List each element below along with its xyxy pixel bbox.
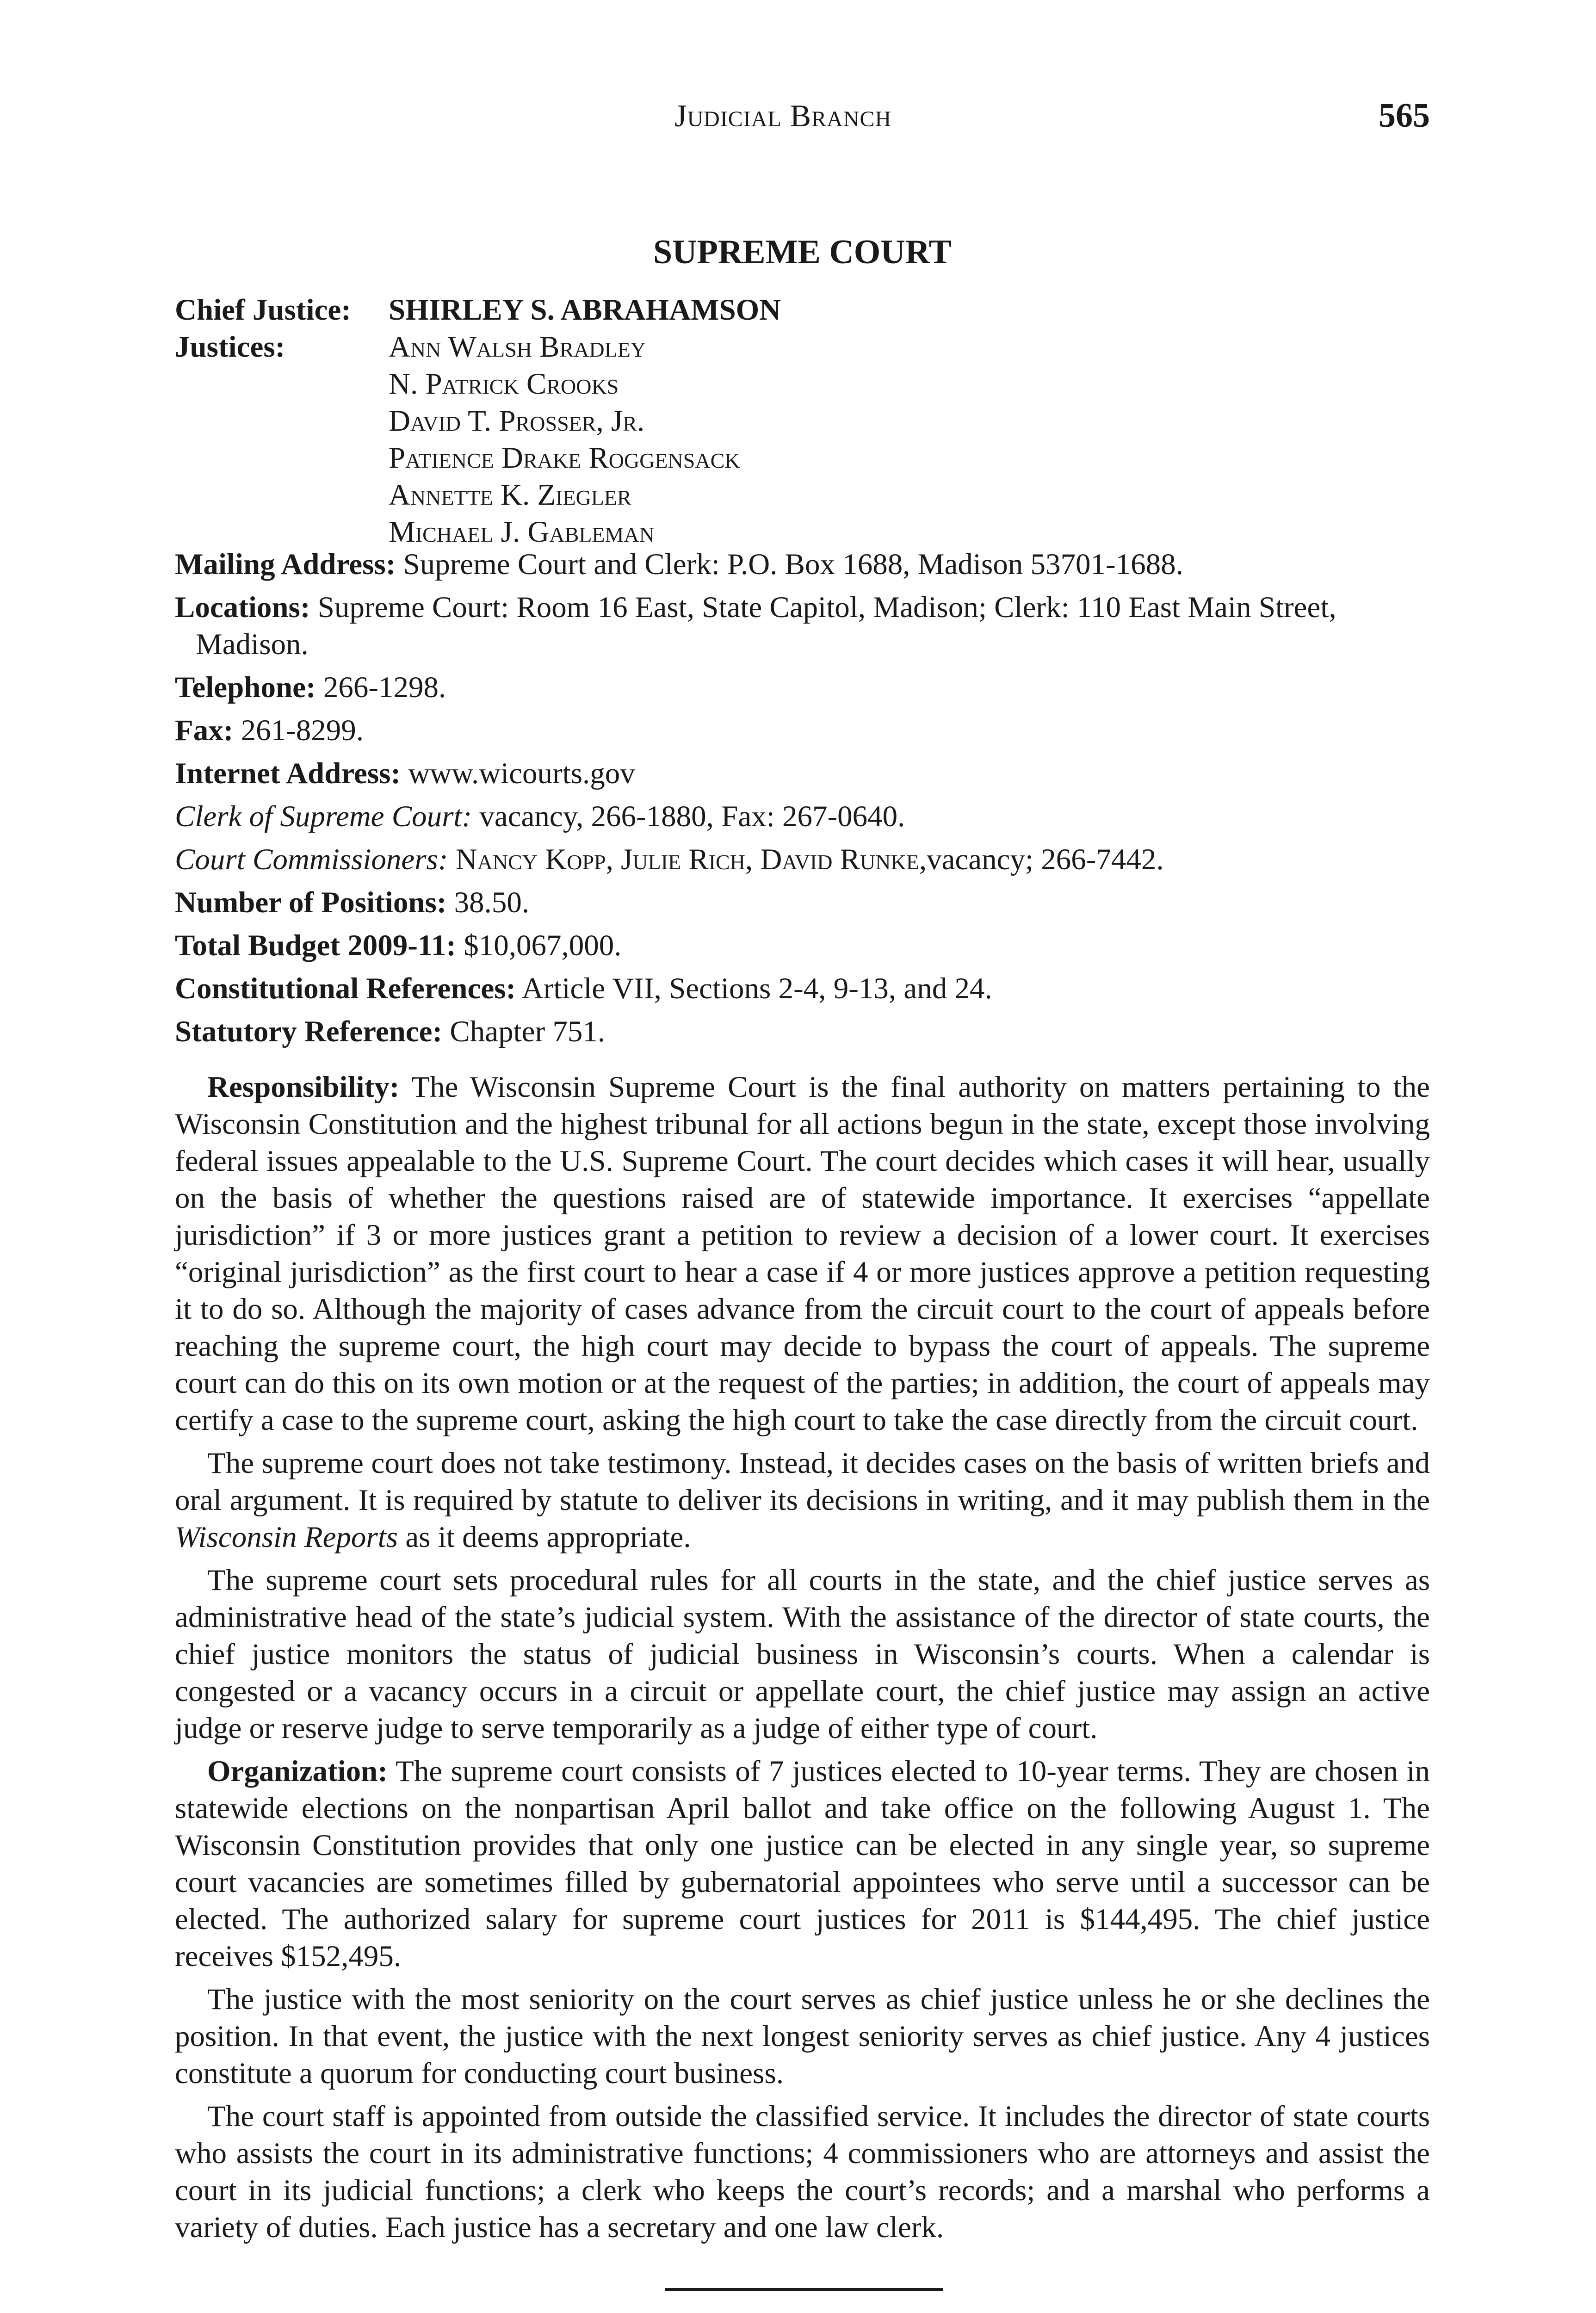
commissioners-names: Nancy Kopp, Julie Rich, David Runke, <box>455 843 927 876</box>
responsibility-label: Responsibility: <box>207 1070 400 1104</box>
court-commissioners <box>175 841 1430 878</box>
mailing-address-label: Mailing Address: <box>175 548 396 581</box>
total-budget <box>175 927 1430 964</box>
seniority-paragraph: The justice with the most seniority on the court serves as chief justice unless he or she declines the position. In that event, the justice with the next longest seniority serves as chief justice. Any 4 justices constitute a quorum for conducting court business. <box>175 1983 1430 2090</box>
reports-title: Wisconsin Reports <box>175 1521 398 1554</box>
testimony-paragraph <box>175 1445 1430 1556</box>
telephone-label: Telephone: <box>175 671 316 704</box>
organization-paragraph <box>175 1753 1430 1975</box>
chief-justice-row <box>175 291 1430 328</box>
section-title: Judicial Branch <box>674 98 892 133</box>
justice-name: Ann Walsh Bradley <box>389 330 646 364</box>
justice-row <box>175 328 1430 365</box>
internet-address <box>175 755 1430 792</box>
positions-label: Number of Positions: <box>175 886 447 919</box>
clerk <box>175 798 1430 835</box>
page-number: 565 <box>1379 97 1430 135</box>
rules-paragraph: The supreme court sets procedural rules for all courts in the state, and the chief justice serves as administrative head of the state’s judicial system. With the assistance of the director of state courts, the chief justice monitors the status of judicial business in Wisconsin’s courts. When a calendar is congested or a vacancy occurs in a circuit or appellate court, the chief justice may assign an active judge or reserve judge to serve temporarily as a judge of either type of court. <box>175 1564 1430 1745</box>
organization-label: Organization: <box>207 1755 388 1788</box>
justice-row <box>175 476 1430 513</box>
statutory-value: Chapter 751. <box>442 1015 606 1048</box>
internet-address-value: www.wicourts.gov <box>401 757 635 790</box>
justice-name: Michael J. Gableman <box>389 515 655 549</box>
staff-paragraph: The court staff is appointed from outside the classified service. It includes the director of state courts who assists the court in its administrative functions; 4 commissioners who are attorneys and assist the court in its judicial functions; a clerk who keeps the court’s records; and a marshal who performs a variety of duties. Each justice has a secretary and one law clerk. <box>175 2100 1430 2244</box>
chief-justice-label: Chief Justice: <box>175 293 351 327</box>
justice-row <box>175 402 1430 439</box>
responsibility-paragraph <box>175 1069 1430 1439</box>
body-text <box>175 1069 1430 2252</box>
fax <box>175 712 1430 749</box>
locations-value: Supreme Court: Room 16 East, State Capitol, Madison; Clerk: 110 East Main Street, Madison. <box>196 591 1336 661</box>
page-title: SUPREME COURT <box>653 233 952 271</box>
locations-label: Locations: <box>175 591 310 624</box>
justices-roster <box>175 291 1430 550</box>
organization-text: The supreme court consists of 7 justices elected to 10-year terms. They are chosen in statewide elections on the nonpartisan April ballot and take office on the following August 1. The Wisconsin Constitution provides that only one justice can be elected in any single year, so supreme court vacancies are sometimes filled by gubernatorial appointees who serve until a successor can be elected. The authorized salary for supreme court justices for 2011 is $144,495. The chief justice receives $152,495. <box>175 1755 1430 1973</box>
justice-name: David T. Prosser, Jr. <box>389 404 645 438</box>
justice-name: Patience Drake Roggensack <box>389 441 740 475</box>
testimony-text: The supreme court does not take testimony. Instead, it decides cases on the basis of written briefs and oral argument. It is required by statute to deliver its decisions in writing, and it may publish them in the <box>175 1447 1430 1517</box>
constitutional-label: Constitutional References: <box>175 972 516 1005</box>
constitutional-references <box>175 970 1430 1007</box>
justice-row <box>175 513 1430 550</box>
positions-value: 38.50. <box>446 886 530 919</box>
statutory-label: Statutory Reference: <box>175 1015 443 1048</box>
justice-row <box>175 439 1430 476</box>
contact-fields <box>175 546 1430 1056</box>
mailing-address-value: Supreme Court and Clerk: P.O. Box 1688, Madison 53701-1688. <box>396 548 1183 581</box>
justice-row <box>175 365 1430 402</box>
chief-justice-name: SHIRLEY S. ABRAHAMSON <box>389 293 781 327</box>
statutory-reference <box>175 1013 1430 1050</box>
clerk-value: vacancy, 266-1880, Fax: 267-0640. <box>472 800 905 833</box>
telephone-value: 266-1298. <box>315 671 446 704</box>
constitutional-value: Article VII, Sections 2-4, 9-13, and 24. <box>516 972 992 1005</box>
fax-value: 261-8299. <box>233 714 364 747</box>
commissioners-label: Court Commissioners: <box>175 843 448 876</box>
clerk-label: Clerk of Supreme Court: <box>175 800 472 833</box>
page <box>175 0 1430 2313</box>
number-of-positions <box>175 884 1430 921</box>
justices-label: Justices: <box>175 330 285 364</box>
locations <box>175 589 1430 663</box>
mailing-address <box>175 546 1430 583</box>
justice-name: N. Patrick Crooks <box>389 367 619 401</box>
internet-address-label: Internet Address: <box>175 757 401 790</box>
telephone <box>175 669 1430 706</box>
running-header <box>175 97 1430 139</box>
justice-name: Annette K. Ziegler <box>389 478 631 512</box>
budget-value: $10,067,000. <box>456 929 622 962</box>
section-end-rule <box>665 2288 943 2291</box>
budget-label: Total Budget 2009-11: <box>175 929 456 962</box>
testimony-text-end: as it deems appropriate. <box>398 1521 691 1554</box>
fax-label: Fax: <box>175 714 234 747</box>
responsibility-text: The Wisconsin Supreme Court is the final authority on matters pertaining to the Wisconsin Constitution and the highest tribunal for all actions begun in the state, except those involving federal issues appealable to the U.S. Supreme Court. The court decides which cases it will hear, usually on the basis of whether the questions raised are of statewide importance. It exercises “appellate jurisdiction” if 3 or more justices grant a petition to review a decision of a lower court. It exercises “original jurisdiction” as the first court to hear a case if 4 or more justices approve a petition requesting it to do so. Although the majority of cases advance from the circuit court to the court of appeals before reaching the supreme court, the high court may decide to bypass the court of appeals. The supreme court can do this on its own motion or at the request of the parties; in addition, the court of appeals may certify a case to the supreme court, asking the high court to take the case directly from the circuit court. <box>175 1070 1430 1437</box>
commissioners-value: vacancy; 266-7442. <box>927 843 1164 876</box>
